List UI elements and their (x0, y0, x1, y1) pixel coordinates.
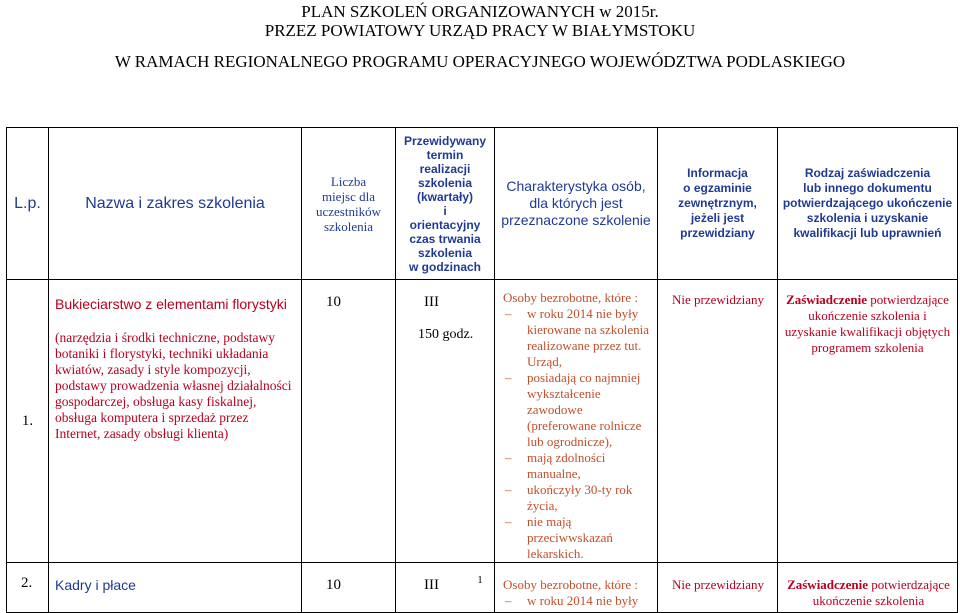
header-people: Charakterystyka osób, dla których jest przeznaczone szkolenie (495, 128, 658, 280)
table-row (7, 280, 958, 563)
header-seats: Liczba miejsc dla uczestników szkolenia (302, 128, 396, 280)
row-cert: Zaświadczenie potwierdzające ukończenie szkolenia i uzyskanie kwalifikacji objętych programem szkolenia (778, 280, 958, 563)
training-title: Kadry i płace (55, 577, 136, 593)
header-cert: Rodzaj zaświadczenia lub innego dokumentu potwierdzającego ukończenie szkolenia i uzyskanie kwalifikacji lub uprawnień (778, 128, 958, 280)
row-term: III (396, 563, 495, 613)
document-title-line3: W RAMACH REGIONALNEGO PROGRAMU OPERACYJNEGO WOJEWÓDZTWA PODLASKIEGO (114, 52, 846, 71)
training-scope: (narzędzia i środki techniczne, podstawy botaniki i florystyki, techniki układania kwiatów, zasady i style kompozycji, podstawy prowadzenia własnej działalności gospodarczej, obsługa kasy fiskalnej, obsługa komputera i sprzedaż przez Internet, zasady obsługi klienta) (55, 330, 292, 441)
document-title-line2: PRZEZ POWIATOWY URZĄD PRACY W BIAŁYMSTOKU (264, 21, 696, 40)
training-plan-table (6, 127, 958, 613)
row-lp: 2. (7, 563, 49, 613)
list-item: – posiadają co najmniej wykształcenie zawodowe (preferowane rolnicze lub ogrodnicze), (503, 370, 653, 450)
row-people: Osoby bezrobotne, które : – w roku 2014 nie były (495, 563, 658, 613)
list-item: – nie mają przeciwwskazań lekarskich. (503, 514, 653, 562)
header-term: Przewidywany termin realizacji szkolenia (kwartały) i orientacyjny czas trwania szkolenia w godzinach (396, 128, 495, 280)
list-item: – mają zdolności manualne, (503, 450, 653, 482)
list-item: – w roku 2014 nie były kierowane na szkolenia realizowane przez tut. Urząd, (503, 306, 653, 370)
header-name: Nazwa i zakres szkolenia (49, 128, 302, 280)
people-criteria-list (503, 306, 653, 562)
page-number: 1 (477, 574, 483, 586)
header-row (7, 128, 958, 280)
row-people: Osoby bezrobotne, które : – w roku 2014 nie były kierowane na szkolenia realizowane przez tut. Urząd, – posiadają co najmniej wykształcenie zawodowe (preferowane rolnicze lub ogrodnicze), – mają zdolności manualne, – ukończyły 30-ty rok życia, – nie mają przeciwwskazań lekarskich. (495, 280, 658, 563)
document-title-line1: PLAN SZKOLEŃ ORGANIZOWANYCH w 2015r. (301, 2, 659, 21)
list-item: – ukończyły 30-ty rok życia, (503, 482, 653, 514)
row-seats: 10 (302, 280, 396, 563)
row-lp: 1. (7, 280, 49, 563)
people-criteria-list (503, 593, 653, 609)
header-lp: L.p. (7, 128, 49, 280)
row-seats: 10 (302, 563, 396, 613)
list-item: – w roku 2014 nie były (503, 593, 653, 609)
header-exam: Informacja o egzaminie zewnętrznym, jeżeli jest przewidziany (658, 128, 778, 280)
row-exam: Nie przewidziany (658, 563, 778, 613)
row-term: III 150 godz. (396, 280, 495, 563)
row-name (49, 280, 302, 563)
training-title: Bukieciarstwo z elementami florystyki (55, 296, 287, 312)
row-exam: Nie przewidziany (658, 280, 778, 563)
row-cert: Zaświadczenie potwierdzające ukończenie szkolenia (778, 563, 958, 613)
